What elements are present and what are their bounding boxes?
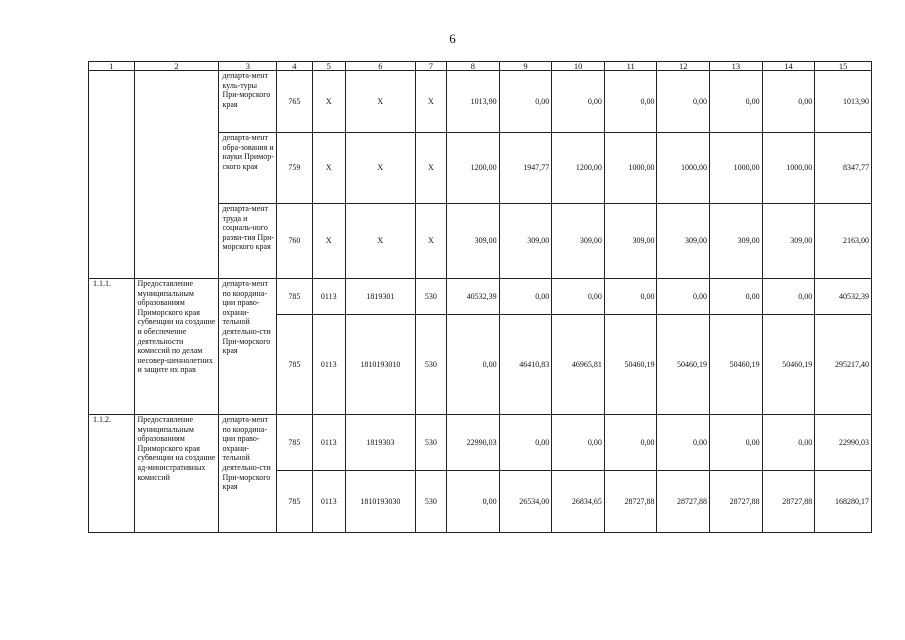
expense-type-cell: 530 <box>415 279 446 315</box>
value-cell: 22990,03 <box>447 415 500 471</box>
value-cell: 0,00 <box>657 415 710 471</box>
grbs-cell: 765 <box>277 71 312 133</box>
value-cell: 0,00 <box>499 415 552 471</box>
value-cell: 1947,77 <box>499 133 552 204</box>
value-cell: 28727,88 <box>762 471 815 533</box>
expense-type-cell: 530 <box>415 471 446 533</box>
section-cell: X <box>312 133 345 204</box>
department-cell: департа-мент по координа-ции право-охрани-тельной деятельно-сти При-морского края <box>219 279 277 415</box>
value-cell: 0,00 <box>762 71 815 133</box>
value-cell: 309,00 <box>657 204 710 279</box>
section-cell: 0113 <box>312 315 345 415</box>
col-header-1: 1 <box>89 62 135 71</box>
col-header-7: 7 <box>415 62 446 71</box>
total-cell: 168280,17 <box>815 471 872 533</box>
value-cell: 50460,19 <box>710 315 763 415</box>
grbs-cell: 785 <box>277 315 312 415</box>
expense-type-cell: 530 <box>415 415 446 471</box>
col-header-3: 3 <box>219 62 277 71</box>
target-article-cell: X <box>345 133 415 204</box>
col-header-8: 8 <box>447 62 500 71</box>
value-cell: 309,00 <box>604 204 657 279</box>
target-article-cell: 1819301 <box>345 279 415 315</box>
value-cell: 28727,88 <box>604 471 657 533</box>
item-name-cell: Предоставление муниципальным образованиям Приморского края субвенции на создание и обеспечение деятельности комиссий по делам несовер-шеннолетних и защите их прав <box>134 279 219 415</box>
total-cell: 2163,00 <box>815 204 872 279</box>
col-header-15: 15 <box>815 62 872 71</box>
value-cell: 0,00 <box>657 71 710 133</box>
grbs-cell: 759 <box>277 133 312 204</box>
value-cell: 309,00 <box>499 204 552 279</box>
value-cell: 1000,00 <box>604 133 657 204</box>
value-cell: 0,00 <box>604 279 657 315</box>
target-article-cell: 1819303 <box>345 415 415 471</box>
section-cell: 0113 <box>312 415 345 471</box>
col-header-14: 14 <box>762 62 815 71</box>
value-cell: 1000,00 <box>762 133 815 204</box>
col-header-2: 2 <box>134 62 219 71</box>
value-cell: 0,00 <box>710 415 763 471</box>
value-cell: 0,00 <box>762 415 815 471</box>
total-cell: 1013,90 <box>815 71 872 133</box>
value-cell: 309,00 <box>762 204 815 279</box>
value-cell: 0,00 <box>447 315 500 415</box>
value-cell: 0,00 <box>762 279 815 315</box>
value-cell: 1200,00 <box>552 133 605 204</box>
value-cell: 0,00 <box>552 279 605 315</box>
value-cell: 0,00 <box>604 415 657 471</box>
col-header-11: 11 <box>604 62 657 71</box>
value-cell: 0,00 <box>447 471 500 533</box>
expense-type-cell: X <box>415 204 446 279</box>
expense-type-cell: X <box>415 133 446 204</box>
value-cell: 1000,00 <box>657 133 710 204</box>
value-cell: 1013,90 <box>447 71 500 133</box>
grbs-cell: 785 <box>277 415 312 471</box>
col-header-13: 13 <box>710 62 763 71</box>
col-header-6: 6 <box>345 62 415 71</box>
table-row <box>89 279 872 315</box>
target-article-cell: 1810193030 <box>345 471 415 533</box>
item-code-cell: 1.1.1. <box>89 279 135 415</box>
department-cell: департа-мент труда и социаль-ного разви-тия При-морского края <box>219 204 277 279</box>
total-cell: 8347,77 <box>815 133 872 204</box>
page-number: 6 <box>449 31 456 46</box>
department-cell: департа-мент обра-зования и науки Примор-ского края <box>219 133 277 204</box>
value-cell: 0,00 <box>604 71 657 133</box>
total-cell: 295217,40 <box>815 315 872 415</box>
value-cell: 0,00 <box>499 71 552 133</box>
col-header-12: 12 <box>657 62 710 71</box>
item-code-cell <box>89 71 135 279</box>
col-header-9: 9 <box>499 62 552 71</box>
value-cell: 50460,19 <box>762 315 815 415</box>
section-cell: 0113 <box>312 471 345 533</box>
value-cell: 1000,00 <box>710 133 763 204</box>
value-cell: 0,00 <box>657 279 710 315</box>
col-header-4: 4 <box>277 62 312 71</box>
value-cell: 309,00 <box>447 204 500 279</box>
department-cell: департа-мент куль-туры При-морского края <box>219 71 277 133</box>
value-cell: 0,00 <box>499 279 552 315</box>
item-name-cell <box>134 71 219 279</box>
budget-table <box>88 61 872 533</box>
value-cell: 46965,81 <box>552 315 605 415</box>
target-article-cell: X <box>345 204 415 279</box>
value-cell: 309,00 <box>552 204 605 279</box>
table-row <box>89 415 872 471</box>
section-cell: 0113 <box>312 279 345 315</box>
grbs-cell: 785 <box>277 279 312 315</box>
value-cell: 0,00 <box>710 71 763 133</box>
table-row <box>89 71 872 133</box>
value-cell: 309,00 <box>710 204 763 279</box>
grbs-cell: 785 <box>277 471 312 533</box>
total-cell: 22990,03 <box>815 415 872 471</box>
value-cell: 1200,00 <box>447 133 500 204</box>
col-header-10: 10 <box>552 62 605 71</box>
value-cell: 46410,83 <box>499 315 552 415</box>
value-cell: 28727,88 <box>710 471 763 533</box>
item-code-cell: 1.1.2. <box>89 415 135 533</box>
value-cell: 40532,39 <box>447 279 500 315</box>
value-cell: 50460,19 <box>604 315 657 415</box>
value-cell: 0,00 <box>710 279 763 315</box>
value-cell: 28727,88 <box>657 471 710 533</box>
section-cell: X <box>312 71 345 133</box>
value-cell: 26834,65 <box>552 471 605 533</box>
total-cell: 40532,39 <box>815 279 872 315</box>
target-article-cell: 1810193010 <box>345 315 415 415</box>
column-number-row <box>89 62 872 71</box>
expense-type-cell: 530 <box>415 315 446 415</box>
grbs-cell: 760 <box>277 204 312 279</box>
department-cell: департа-мент по координа-ции право-охрани-тельной деятельно-сти При-морского края <box>219 415 277 533</box>
section-cell: X <box>312 204 345 279</box>
value-cell: 26534,00 <box>499 471 552 533</box>
value-cell: 0,00 <box>552 71 605 133</box>
expense-type-cell: X <box>415 71 446 133</box>
col-header-5: 5 <box>312 62 345 71</box>
target-article-cell: X <box>345 71 415 133</box>
item-name-cell: Предоставление муниципальным образованиям Приморского края субвенции на создание ад-министративных комиссий <box>134 415 219 533</box>
value-cell: 50460,19 <box>657 315 710 415</box>
value-cell: 0,00 <box>552 415 605 471</box>
